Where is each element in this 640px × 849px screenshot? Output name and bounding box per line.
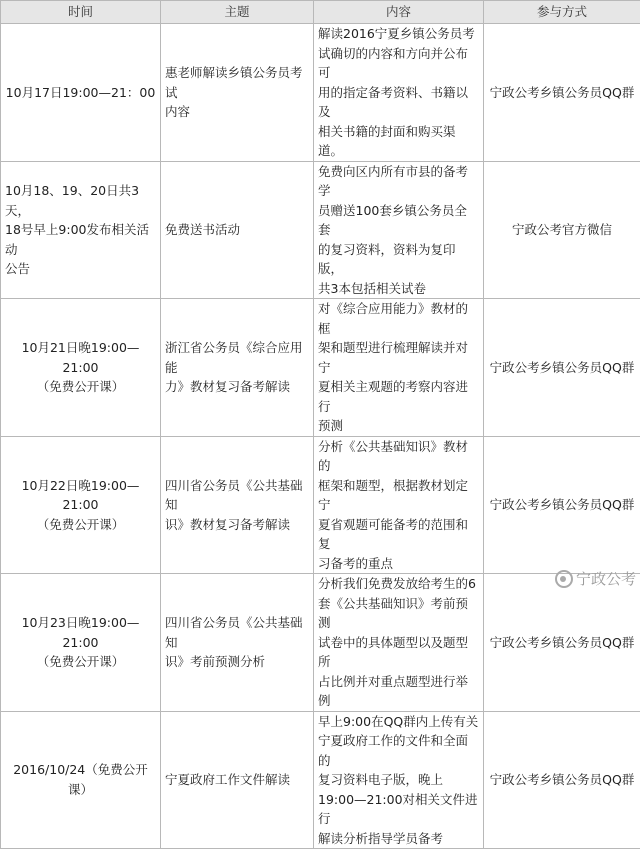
- header-topic: 主题: [161, 1, 314, 24]
- cell-topic: [161, 24, 314, 162]
- topic-line: 四川省公务员《公共基础知: [165, 613, 309, 652]
- header-row: [1, 1, 640, 24]
- topic-line: 惠老师解读乡镇公务员考试: [165, 63, 309, 102]
- cell-time: [1, 436, 161, 574]
- cell-join: 宁政公考乡镇公务员QQ群: [484, 711, 640, 849]
- header-content: 内容: [314, 1, 484, 24]
- content-line: 分析《公共基础知识》教材的: [318, 437, 479, 476]
- cell-join: 宁政公考乡镇公务员QQ群: [484, 24, 640, 162]
- cell-time: [1, 161, 161, 299]
- content-line: 共3本包括相关试卷: [318, 279, 479, 299]
- content-line: 复习资料电子版，晚上: [318, 770, 479, 790]
- time-line: 10月17日19:00—21：00: [5, 83, 156, 103]
- cell-topic: [161, 711, 314, 849]
- time-line: 公告: [5, 259, 156, 279]
- cell-topic: [161, 574, 314, 712]
- topic-line: 力》教材复习备考解读: [165, 377, 309, 397]
- content-line: 夏省观题可能备考的范围和复: [318, 515, 479, 554]
- topic-line: 识》教材复习备考解读: [165, 515, 309, 535]
- cell-content: [314, 299, 484, 437]
- watermark-text: 宁政公考: [576, 568, 636, 589]
- content-line: 19:00—21:00对相关文件进行: [318, 790, 479, 829]
- content-line: 解读分析指导学员备考: [318, 829, 479, 849]
- topic-line: 识》考前预测分析: [165, 652, 309, 672]
- time-line: 10月18、19、20日共3天，: [5, 181, 156, 220]
- content-line: 员赠送100套乡镇公务员全套: [318, 201, 479, 240]
- time-line: 10月21日晚19:00—21:00: [5, 338, 156, 377]
- time-line: 2016/10/24（免费公开课）: [5, 760, 156, 799]
- content-line: 习备考的重点: [318, 554, 479, 574]
- topic-line: 内容: [165, 102, 309, 122]
- cell-time: [1, 24, 161, 162]
- time-line: （免费公开课）: [5, 515, 156, 535]
- content-line: 占比例并对重点题型进行举例: [318, 672, 479, 711]
- cell-topic: [161, 299, 314, 437]
- cell-time: [1, 299, 161, 437]
- table-row: [1, 711, 640, 849]
- content-line: 试确切的内容和方向并公布可: [318, 44, 479, 83]
- content-line: 的复习资料，资料为复印版，: [318, 240, 479, 279]
- table-row: [1, 436, 640, 574]
- topic-line: 四川省公务员《公共基础知: [165, 476, 309, 515]
- content-line: 用的指定备考资料、书籍以及: [318, 83, 479, 122]
- cell-join: 宁政公考乡镇公务员QQ群: [484, 436, 640, 574]
- content-line: 架和题型进行梳理解读并对宁: [318, 338, 479, 377]
- header-join: 参与方式: [484, 1, 640, 24]
- time-line: （免费公开课）: [5, 377, 156, 397]
- cell-content: [314, 436, 484, 574]
- cell-time: [1, 711, 161, 849]
- content-line: 框架和题型，根据教材划定宁: [318, 476, 479, 515]
- content-line: 预测: [318, 416, 479, 436]
- cell-topic: [161, 436, 314, 574]
- table-row: [1, 574, 640, 712]
- content-line: 夏相关主观题的考察内容进行: [318, 377, 479, 416]
- cell-content: [314, 711, 484, 849]
- time-line: （免费公开课）: [5, 652, 156, 672]
- header-time: 时间: [1, 1, 161, 24]
- content-line: 套《公共基础知识》考前预测: [318, 594, 479, 633]
- content-line: 解读2016宁夏乡镇公务员考: [318, 24, 479, 44]
- content-line: 宁夏政府工作的文件和全面的: [318, 731, 479, 770]
- time-line: 10月22日晚19:00—21:00: [5, 476, 156, 515]
- wechat-icon: [555, 570, 573, 588]
- content-line: 对《综合应用能力》教材的框: [318, 299, 479, 338]
- content-line: 试卷中的具体题型以及题型所: [318, 633, 479, 672]
- content-line: 免费向区内所有市县的备考学: [318, 162, 479, 201]
- table-row: [1, 161, 640, 299]
- table-row: [1, 24, 640, 162]
- time-line: 10月23日晚19:00—21:00: [5, 613, 156, 652]
- cell-join: 宁政公考乡镇公务员QQ群: [484, 574, 640, 712]
- topic-line: 免费送书活动: [165, 220, 309, 240]
- cell-content: [314, 574, 484, 712]
- cell-time: [1, 574, 161, 712]
- cell-topic: [161, 161, 314, 299]
- topic-line: 宁夏政府工作文件解读: [165, 770, 309, 790]
- cell-content: [314, 24, 484, 162]
- content-line: 相关书籍的封面和购买渠道。: [318, 122, 479, 161]
- time-line: 18号早上9:00发布相关活动: [5, 220, 156, 259]
- content-line: 分析我们免费发放给考生的6: [318, 574, 479, 594]
- table-row: [1, 299, 640, 437]
- cell-join: 宁政公考官方微信: [484, 161, 640, 299]
- content-line: 早上9:00在QQ群内上传有关: [318, 712, 479, 732]
- topic-line: 浙江省公务员《综合应用能: [165, 338, 309, 377]
- cell-content: [314, 161, 484, 299]
- cell-join: 宁政公考乡镇公务员QQ群: [484, 299, 640, 437]
- watermark: [555, 568, 636, 589]
